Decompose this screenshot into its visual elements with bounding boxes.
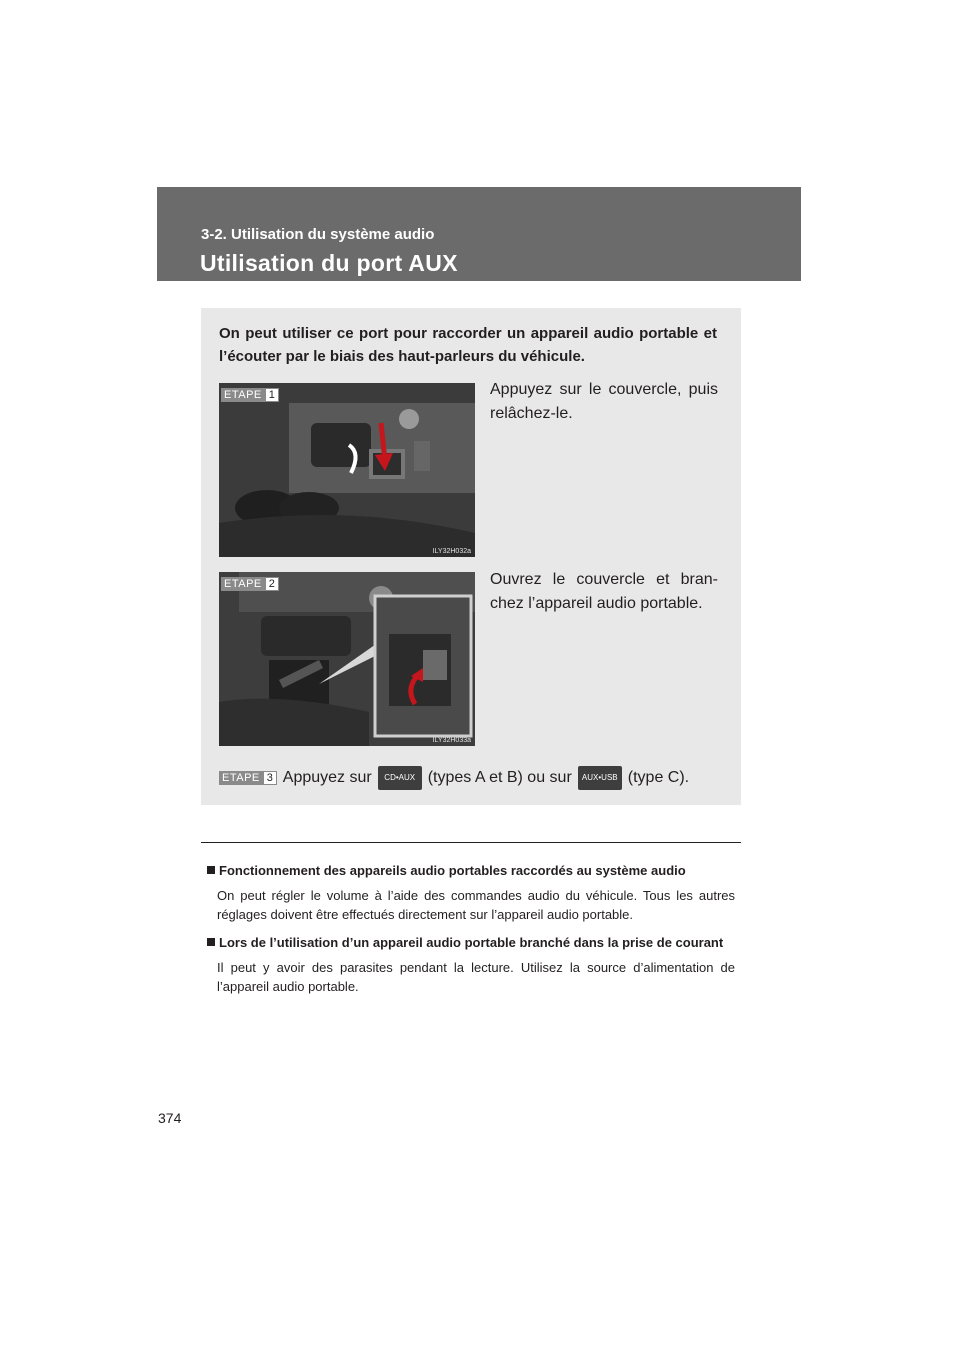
page-number: 374 [158,1110,182,1126]
note2-body: Il peut y avoir des parasites pendant la lecture. Utilisez la source d’alimentation de l’appareil audio portable. [217,960,735,994]
step2-caption: Ouvrez le couvercle et bran-chez l’appareil audio portable. [490,571,718,612]
step3-badge [219,771,277,785]
square-bullet-icon [207,866,215,874]
note2-heading [207,935,723,950]
step3-row [219,766,689,790]
step2-photo [219,572,475,746]
note2-heading-text: Lors de l’utilisation d’un appareil audio portable branché dans la prise de courant [219,935,724,950]
step1-badge-num: 1 [265,388,279,402]
note1-heading [207,863,686,878]
aux-usb-button: AUX•USB [578,766,622,790]
square-bullet-icon [207,938,215,946]
step1-image-code: ILY32H032a [432,548,471,555]
step2-badge-word: ETAPE [221,577,265,591]
cd-aux-button: CD•AUX [378,766,422,790]
page-title: Utilisation du port AUX [200,250,458,276]
step2-badge-num: 2 [265,577,279,591]
intro-text: On peut utiliser ce port pour raccorder un appareil audio portable et l’écouter par le biais des haut-parleurs du véhicule. [219,325,717,365]
step1-badge [221,388,279,402]
step2-badge [221,577,279,591]
divider [201,842,741,843]
section-header [157,187,801,281]
step3-badge-num: 3 [263,771,277,785]
step3-text-after: (type C). [627,769,690,786]
instruction-panel [201,308,741,805]
step2-image-code: ILY32H033a [432,737,471,744]
step3-badge-word: ETAPE [219,771,263,785]
step1-photo [219,383,475,557]
note1-heading-text: Fonctionnement des appareils audio portables raccordés au système audio [219,863,686,878]
step1-caption: Appuyez sur le couvercle, puis relâchez-le. [490,381,718,422]
step1-badge-word: ETAPE [221,388,265,402]
note1-body: On peut régler le volume à l’aide des commandes audio du véhicule. Tous les autres réglages doivent être effectués directement sur l’appareil audio portable. [217,888,735,922]
step3-text-before: Appuyez sur [282,769,372,786]
step3-text-middle: (types A et B) ou sur [427,769,572,786]
section-label: 3-2. Utilisation du système audio [201,226,435,243]
